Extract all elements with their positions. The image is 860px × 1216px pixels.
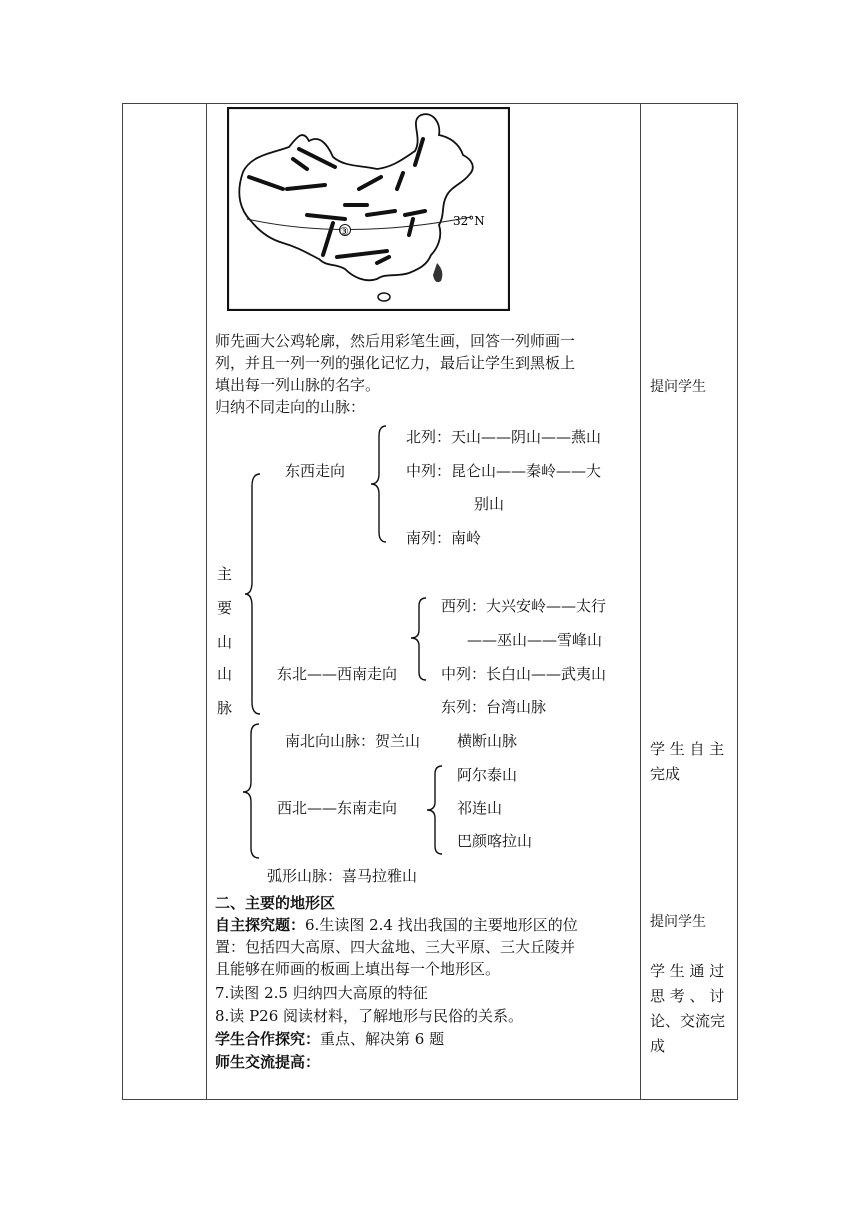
vertical-char-2: 要 — [217, 599, 233, 617]
vertical-char-4: 山 — [217, 665, 233, 683]
brace-main — [244, 472, 264, 716]
ew-north: 北列：天山——阴山——燕山 — [406, 428, 602, 446]
nesw-west-1: 西列：大兴安岭——太行 — [441, 597, 607, 615]
ew-middle-2: 别山 — [474, 495, 505, 513]
coop-label: 学生合作探究： — [215, 1030, 321, 1048]
nwse-item-3: 巴颜喀拉山 — [457, 832, 533, 850]
note-ask-student-2: 提问学生 — [650, 914, 706, 930]
note-discuss-1: 学 生 通 过 — [650, 962, 725, 980]
china-mountain-map — [227, 107, 510, 311]
nesw-middle: 中列：长白山——武夷山 — [441, 665, 607, 683]
arc-mountains: 弧形山脉：喜马拉雅山 — [267, 867, 418, 885]
nwse-item-1: 阿尔泰山 — [457, 766, 518, 784]
q-label: 自主探究题： — [215, 916, 306, 934]
map-latitude-label: 32°N — [453, 214, 485, 228]
ns-value: 横断山脉 — [457, 732, 518, 750]
note-self-complete-1: 学 生 自 主 — [650, 740, 725, 758]
q7-line: 7.读图 2.5 归纳四大高原的特征 — [215, 984, 428, 1002]
intro-line-2: 列，并且一列一列的强化记忆力，最后让学生到黑板上 — [215, 354, 576, 372]
q6-text-1: 6.生读图 2.4 找出我国的主要地形区的位 — [305, 916, 578, 934]
vertical-char-1: 主 — [217, 565, 233, 583]
nwse-item-2: 祁连山 — [457, 799, 503, 817]
intro-line-3: 填出每一列山脉的名字。 — [215, 376, 381, 394]
vertical-char-5: 脉 — [217, 699, 233, 717]
vertical-char-3: 山 — [217, 633, 233, 651]
q6-line-3: 且能够在师画的板画上填出每一个地形区。 — [215, 960, 501, 978]
coop-text: 重点、解决第 6 题 — [320, 1030, 445, 1048]
ns-label: 南北向山脉：贺兰山 — [285, 732, 421, 750]
q6-line-2: 置：包括四大高原、四大盆地、三大平原、三大丘陵并 — [215, 938, 576, 956]
note-discuss-3: 论、交流完 — [650, 1012, 726, 1030]
column-divider-2 — [640, 103, 641, 1100]
brace-second — [241, 722, 263, 862]
nesw-west-2: ——巫山——雪峰山 — [467, 631, 603, 649]
intro-line-4: 归纳不同走向的山脉： — [215, 398, 366, 416]
coop-line — [215, 1031, 444, 1047]
q8-line: 8.读 P26 阅读材料，了解地形与民俗的关系。 — [215, 1007, 524, 1025]
map-circle-label: ③ — [339, 225, 349, 238]
column-divider-1 — [206, 103, 207, 1100]
ew-south: 南列：南岭 — [406, 529, 482, 547]
brace-nwse — [425, 764, 445, 860]
ew-middle-1: 中列：昆仑山——秦岭——大 — [406, 462, 602, 480]
note-ask-student-1: 提问学生 — [650, 379, 706, 395]
exchange-label: 师生交流提高： — [215, 1053, 321, 1071]
section2-heading: 二、主要的地形区 — [215, 894, 336, 912]
nesw-label: 东北——西南走向 — [277, 665, 398, 683]
note-self-complete-2: 完成 — [650, 765, 681, 783]
brace-ew — [369, 424, 389, 546]
nwse-label: 西北——东南走向 — [277, 799, 398, 817]
note-discuss-4: 成 — [650, 1037, 666, 1055]
brace-nesw — [409, 596, 429, 686]
nesw-east: 东列：台湾山脉 — [441, 698, 547, 716]
note-discuss-2: 思 考 、 讨 — [650, 987, 725, 1005]
q6-line-1 — [215, 917, 578, 933]
ew-label: 东西走向 — [285, 462, 346, 480]
intro-line-1: 师先画大公鸡轮廓，然后用彩笔生画，回答一列师画一 — [215, 332, 576, 350]
